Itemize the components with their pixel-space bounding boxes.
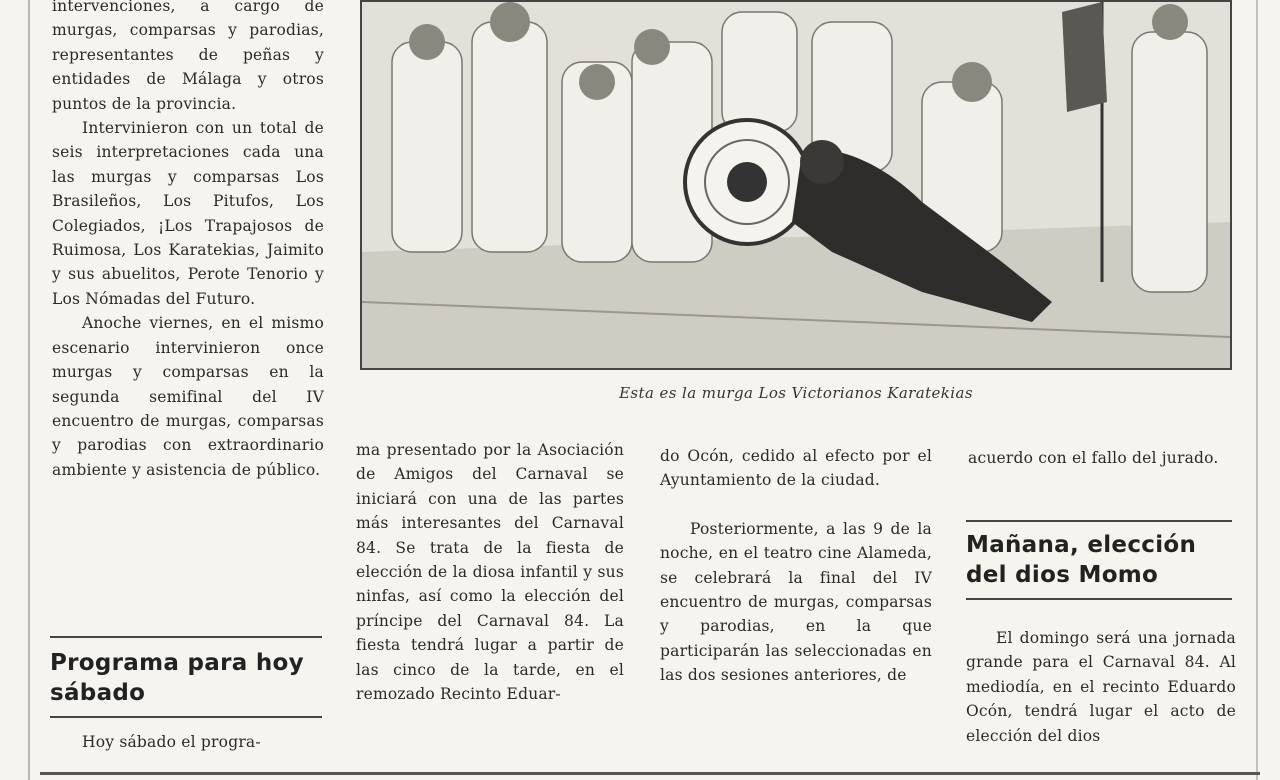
page-edge-left bbox=[28, 0, 30, 780]
rule-below-heading bbox=[50, 716, 322, 718]
photo-caption: Esta es la murga Los Victorianos Karatekias bbox=[619, 384, 973, 402]
col1-bottom-text bbox=[52, 730, 324, 754]
col1-paragraph-3: Anoche viernes, en el mismo escenario intervinieron once murgas y comparsas en la segunda semifinal del IV encuentro de murgas, comparsas y parodias con extraordinario ambiente y asistencia de público. bbox=[52, 314, 324, 479]
heading-programa-hoy: Programa para hoy sábado bbox=[50, 650, 304, 706]
col1-paragraph-2: Intervinieron con un total de seis interpretaciones cada una las murgas y comparsas Los Brasileños, Los Pitufos, Los Colegiados, ¡Los Trapajosos de Ruimosa, Los Karatekias, Jaimito y sus abuelitos, Perote Tenorio y Los Nómadas del Futuro. bbox=[52, 119, 324, 308]
column-2 bbox=[356, 438, 624, 706]
column-4-bottom bbox=[966, 626, 1236, 748]
col1-paragraph-1: intervenciones, a cargo de murgas, comparsas y parodias, representantes de peñas y entidades de Málaga y otros puntos de la provincia. bbox=[52, 0, 324, 113]
column-4-top bbox=[968, 446, 1236, 470]
col4-paragraph-1: acuerdo con el fallo del jurado. bbox=[968, 449, 1219, 467]
subheading-right bbox=[966, 520, 1232, 600]
column-1 bbox=[52, 0, 324, 482]
bottom-rule bbox=[40, 772, 1260, 775]
column-3 bbox=[660, 444, 932, 688]
col3-paragraph-1: do Ocón, cedido al efecto por el Ayuntamiento de la ciudad. bbox=[660, 447, 932, 490]
rule-above-heading bbox=[50, 636, 322, 638]
col4-paragraph-2: El domingo será una jornada grande para el Carnaval 84. Al mediodía, en el recinto Eduardo Ocón, tendrá lugar el acto de elección del dios bbox=[966, 629, 1236, 745]
col2-paragraph-1: ma presentado por la Asociación de Amigos del Carnaval se iniciará con una de las partes más interesantes del Carnaval 84. Se trata de la fiesta de elección de la diosa infantil y sus ninfas, así como la elección del príncipe del Carnaval 84. La fiesta tendrá lugar a partir de las cinco de la tarde, en el remozado Recinto Eduar- bbox=[356, 441, 624, 704]
col3-paragraph-2: Posteriormente, a las 9 de la noche, en el teatro cine Alameda, se celebrará la final del IV encuentro de murgas, comparsas y parodias, en la que participarán las seleccionadas en las dos sesiones anteriores, de bbox=[660, 519, 932, 685]
heading-eleccion-momo: Mañana, elección del dios Momo bbox=[966, 532, 1197, 588]
group-photo bbox=[360, 0, 1232, 370]
photo-illustration bbox=[362, 2, 1230, 368]
page-edge-right bbox=[1256, 0, 1258, 780]
subheading-left bbox=[50, 636, 322, 718]
col1-bottom-paragraph: Hoy sábado el progra- bbox=[82, 733, 261, 751]
rule-below-heading-right bbox=[966, 598, 1232, 600]
rule-above-heading-right bbox=[966, 520, 1232, 522]
